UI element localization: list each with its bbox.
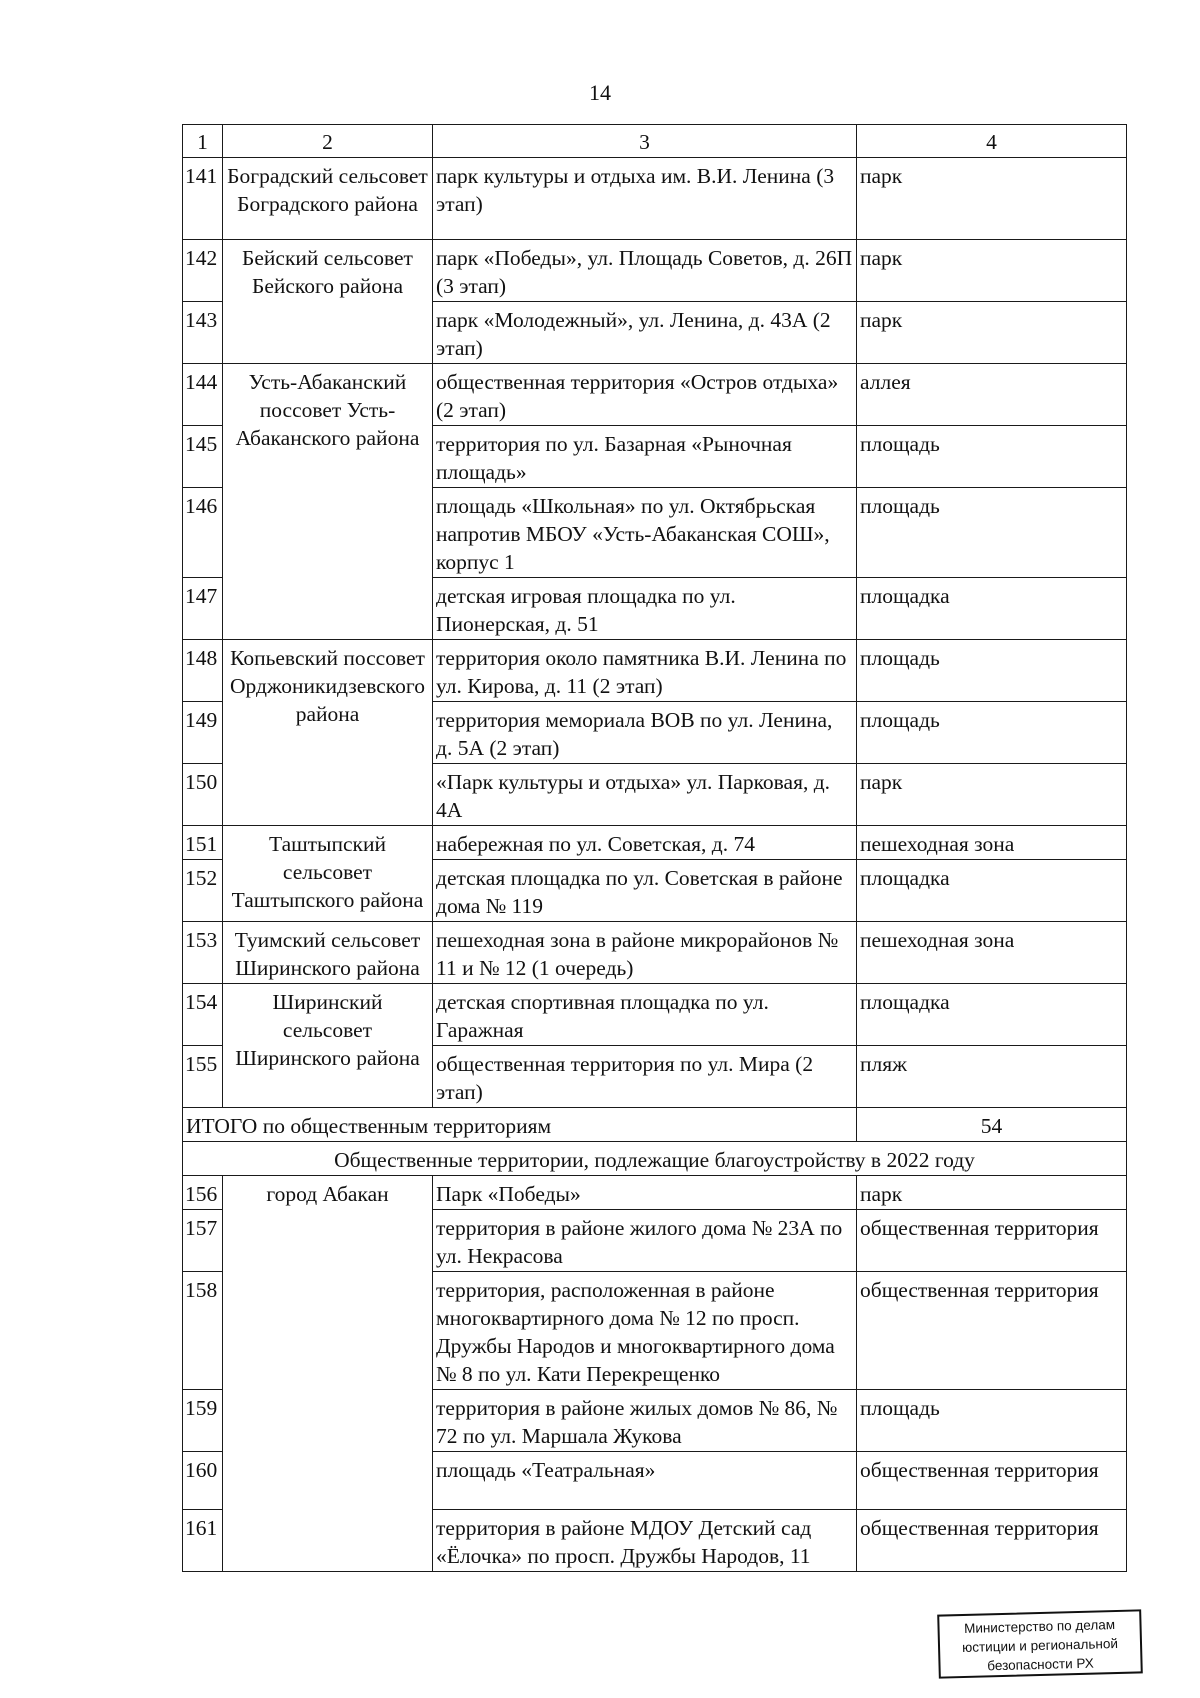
territory-type-cell: парк xyxy=(857,1176,1127,1210)
municipality-cell: Туимский сельсовет Ширинского района xyxy=(223,922,433,984)
row-number: 150 xyxy=(183,764,223,826)
territory-name-cell: парк «Победы», ул. Площадь Советов, д. 26П (3 этап) xyxy=(433,240,857,302)
column-header: 3 xyxy=(433,125,857,158)
territory-name-cell: территория мемориала ВОВ по ул. Ленина, д. 5А (2 этап) xyxy=(433,702,857,764)
row-number: 153 xyxy=(183,922,223,984)
territory-type-cell: площадь xyxy=(857,640,1127,702)
territory-name-cell: детская спортивная площадка по ул. Гаражная xyxy=(433,984,857,1046)
territory-name-cell: парк культуры и отдыха им. В.И. Ленина (3 этап) xyxy=(433,158,857,240)
row-number: 151 xyxy=(183,826,223,860)
row-number: 146 xyxy=(183,488,223,578)
territory-name-cell: детская игровая площадка по ул. Пионерская, д. 51 xyxy=(433,578,857,640)
row-number: 142 xyxy=(183,240,223,302)
row-number: 158 xyxy=(183,1272,223,1390)
municipality-cell: Ширинский сельсовет Ширинского района xyxy=(223,984,433,1108)
territory-name-cell: площадь «Школьная» по ул. Октябрьская напротив МБОУ «Усть-Абаканская СОШ», корпус 1 xyxy=(433,488,857,578)
territory-name-cell: парк «Молодежный», ул. Ленина, д. 43А (2 этап) xyxy=(433,302,857,364)
row-number: 159 xyxy=(183,1390,223,1452)
territory-type-cell: пешеходная зона xyxy=(857,922,1127,984)
territory-type-cell: площадь xyxy=(857,1390,1127,1452)
row-number: 144 xyxy=(183,364,223,426)
municipality-cell: Усть-Абаканский поссовет Усть-Абаканского района xyxy=(223,364,433,640)
row-number: 149 xyxy=(183,702,223,764)
row-number: 157 xyxy=(183,1210,223,1272)
territory-type-cell: парк xyxy=(857,240,1127,302)
row-number: 143 xyxy=(183,302,223,364)
table-row xyxy=(183,240,1127,302)
table-row xyxy=(183,1176,1127,1210)
territory-name-cell: набережная по ул. Советская, д. 74 xyxy=(433,826,857,860)
row-number: 148 xyxy=(183,640,223,702)
territory-type-cell: площадка xyxy=(857,984,1127,1046)
table-header-row xyxy=(183,125,1127,158)
territory-name-cell: территория по ул. Базарная «Рыночная площадь» xyxy=(433,426,857,488)
territory-name-cell: пешеходная зона в районе микрорайонов № 11 и № 12 (1 очередь) xyxy=(433,922,857,984)
territory-type-cell: площадка xyxy=(857,578,1127,640)
total-label: ИТОГО по общественным территориям xyxy=(183,1108,857,1142)
municipality-cell: Таштыпский сельсовет Таштыпского района xyxy=(223,826,433,922)
territory-type-cell: общественная территория xyxy=(857,1272,1127,1390)
territory-name-cell: территория около памятника В.И. Ленина по ул. Кирова, д. 11 (2 этап) xyxy=(433,640,857,702)
ministry-stamp xyxy=(937,1609,1143,1678)
territory-type-cell: площадь xyxy=(857,426,1127,488)
territory-name-cell: территория в районе жилых домов № 86, № 72 по ул. Маршала Жукова xyxy=(433,1390,857,1452)
territory-type-cell: парк xyxy=(857,764,1127,826)
row-number: 161 xyxy=(183,1510,223,1572)
territory-type-cell: аллея xyxy=(857,364,1127,426)
table-row xyxy=(183,984,1127,1046)
total-value: 54 xyxy=(857,1108,1127,1142)
row-number: 152 xyxy=(183,860,223,922)
row-number: 145 xyxy=(183,426,223,488)
register-table xyxy=(182,124,1127,1572)
territory-name-cell: Парк «Победы» xyxy=(433,1176,857,1210)
row-number: 147 xyxy=(183,578,223,640)
territory-name-cell: площадь «Театральная» xyxy=(433,1452,857,1510)
stamp-line: Министерство по делам xyxy=(963,1617,1116,1636)
column-header: 1 xyxy=(183,125,223,158)
territory-type-cell: общественная территория xyxy=(857,1452,1127,1510)
territory-name-cell: «Парк культуры и отдыха» ул. Парковая, д. 4А xyxy=(433,764,857,826)
territory-name-cell: территория в районе МДОУ Детский сад «Ёлочка» по просп. Дружбы Народов, 11 xyxy=(433,1510,857,1572)
table-row xyxy=(183,364,1127,426)
row-number: 154 xyxy=(183,984,223,1046)
territory-type-cell: общественная территория xyxy=(857,1510,1127,1572)
territory-type-cell: пляж xyxy=(857,1046,1127,1108)
row-number: 155 xyxy=(183,1046,223,1108)
territory-type-cell: площадка xyxy=(857,860,1127,922)
row-number: 141 xyxy=(183,158,223,240)
row-number: 156 xyxy=(183,1176,223,1210)
section-heading-row xyxy=(183,1142,1127,1176)
territory-type-cell: парк xyxy=(857,158,1127,240)
territory-type-cell: парк xyxy=(857,302,1127,364)
column-header: 4 xyxy=(857,125,1127,158)
territory-name-cell: детская площадка по ул. Советская в районе дома № 119 xyxy=(433,860,857,922)
territory-name-cell: территория в районе жилого дома № 23А по ул. Некрасова xyxy=(433,1210,857,1272)
stamp-line: юстиции и региональной xyxy=(961,1635,1119,1656)
municipality-cell: Боградский сельсовет Боградского района xyxy=(223,158,433,240)
register-table-body xyxy=(183,125,1127,1572)
stamp-line: безопасности РХ xyxy=(987,1655,1094,1674)
territory-name-cell: общественная территория по ул. Мира (2 этап) xyxy=(433,1046,857,1108)
municipality-cell: город Абакан xyxy=(223,1176,433,1572)
row-number: 160 xyxy=(183,1452,223,1510)
table-row xyxy=(183,922,1127,984)
territory-type-cell: площадь xyxy=(857,702,1127,764)
territory-name-cell: территория, расположенная в районе многоквартирного дома № 12 по просп. Дружбы Народов и многоквартирного дома № 8 по ул. Кати Перекрещенко xyxy=(433,1272,857,1390)
column-header: 2 xyxy=(223,125,433,158)
table-row xyxy=(183,640,1127,702)
municipality-cell: Бейский сельсовет Бейского района xyxy=(223,240,433,364)
table-row xyxy=(183,158,1127,240)
page-number: 14 xyxy=(589,80,611,105)
section-title: Общественные территории, подлежащие благоустройству в 2022 году xyxy=(183,1142,1127,1176)
territory-type-cell: площадь xyxy=(857,488,1127,578)
territory-type-cell: пешеходная зона xyxy=(857,826,1127,860)
territory-type-cell: общественная территория xyxy=(857,1210,1127,1272)
table-row xyxy=(183,826,1127,860)
total-row xyxy=(183,1108,1127,1142)
territory-name-cell: общественная территория «Остров отдыха» (2 этап) xyxy=(433,364,857,426)
municipality-cell: Копьевский поссовет Орджоникидзевского района xyxy=(223,640,433,826)
